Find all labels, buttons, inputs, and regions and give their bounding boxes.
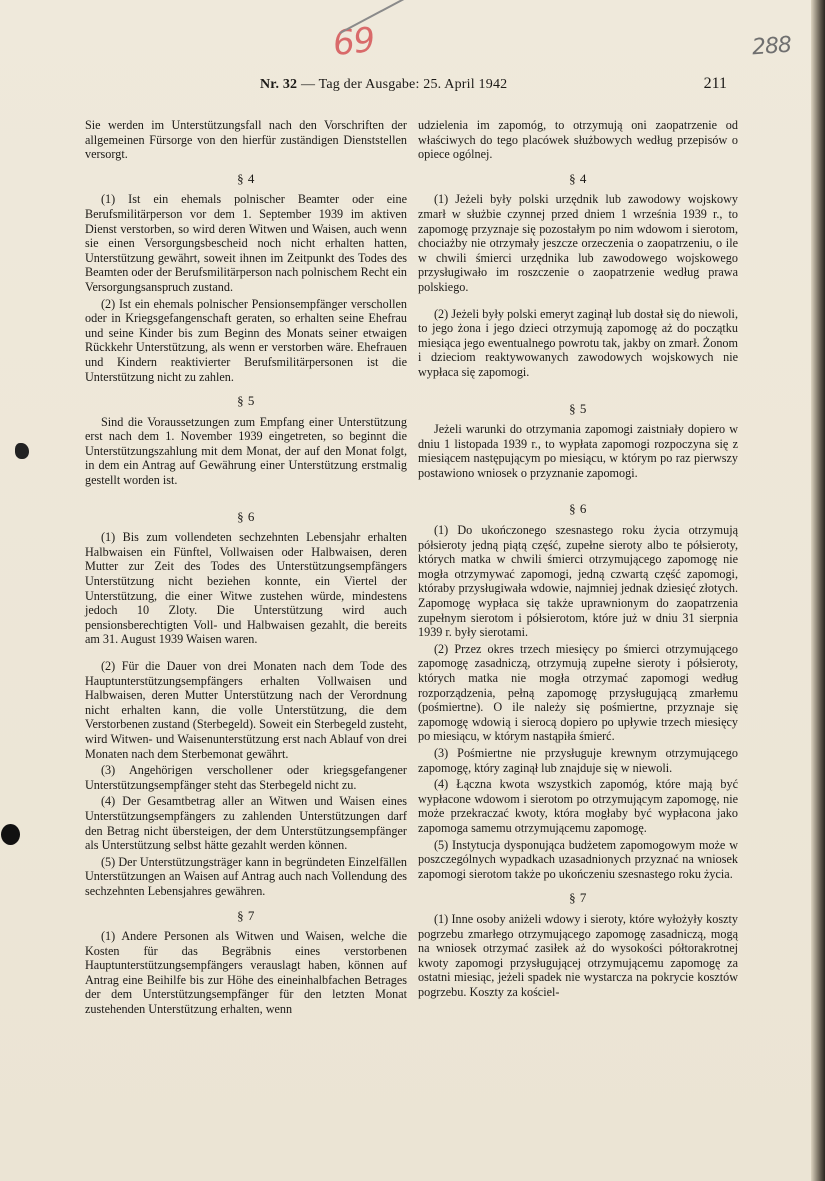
- paragraph: (2) Przez okres trzech miesięcy po śmierci otrzymującego zapomogę zasadniczą, otrzymują zupełne sieroty i półsieroty, których matka nie mogła otrzymać zapomogi według rozporządzenia, pełną zapomogę przysługującą zmarłemu (pośmiertne). O ile należy się pośmiertne, przyznaje się zapomogę wdowią i sierocą dopiero po upływie trzech miesięcy po miesiącu, w którym nastąpiła śmierć.: [418, 641, 738, 744]
- paragraph: (4) Der Gesamtbetrag aller an Witwen und Waisen eines Unterstützungsempfängers zu zahlenden Unterstützungen darf den Betrag nicht übersteigen, der dem Unterstützungsempfänger als Unterstützung selbst hätte gezahlt werden können.: [85, 794, 407, 853]
- section-heading: § 7: [237, 907, 255, 923]
- paragraph: (1) Bis zum vollendeten sechzehnten Lebensjahr erhalten Halbwaisen ein Fünftel, Vollwaisen oder Halbwaisen, deren Mutter zur Zeit des Todes des Unterstützungsempfängers Unterstützung nicht beziehen konnte, ein Viertel der Unterstützung, die einer Witwe zustehen würde, mindestens jedoch 10 Zloty. Die Unterstützung wird auch pensionsberechtigten Voll- und Halbwaisen gezahlt, die bereits am 31. August 1939 Waisen waren.: [85, 530, 407, 647]
- punch-hole: [1, 824, 20, 845]
- section-heading: § 4: [237, 170, 255, 186]
- paragraph: (1) Inne osoby aniżeli wdowy i sieroty, które wyłożyły koszty pogrzebu zmarłego otrzymującego zapomogę zasadniczą, mogą na wniosek otrzymać zasiłek aż do wysokości półtorakrotnej kwoty zapomogi przysługującej otrzymującemu zapomogę za ostatni miesiąc, jeżeli spadek nie wystarcza na pokrycie kosztów pogrzebu. Koszty za kościel-: [418, 911, 738, 999]
- german-column: [85, 118, 407, 1019]
- section-heading: § 6: [237, 508, 255, 524]
- section-heading: § 5: [237, 393, 255, 409]
- paragraph: (4) Łączna kwota wszystkich zapomóg, które mają być wypłacone wdowom i sierotom po otrzymującym zapomogę, nie może przekraczać kwoty, która mogłaby być wypłacona jako zapomoga samemu otrzymującemu zapomogę.: [418, 777, 738, 835]
- paragraph: (1) Ist ein ehemals polnischer Beamter oder eine Berufsmilitärperson vor dem 1. September 1939 im aktiven Dienst verstorben, so wird deren Witwen und Waisen, auch wenn sie einen Versorgungsbescheid noch nicht erhalten hatten, Unterstützung gewährt, soweit ihnen im Zeitpunkt des Todes des Beamten oder der Berufsmilitärperson nach polnischem Recht ein Versorgungsanspruch zustand.: [85, 192, 407, 294]
- paragraph: (3) Angehörigen verschollener oder kriegsgefangener Unterstützungsempfänger steht das Sterbegeld nicht zu.: [85, 763, 407, 792]
- paragraph: (1) Do ukończonego szesnastego roku życia otrzymują półsieroty jedną piątą część, zupełne sieroty albo te półsieroty, których matka w chwili śmierci otrzymującego zapomogę nie mogła otrzymywać zapomogi, jedną czwartą część zapomogi, któraby przysługiwała wdowie, najmniej jednak dziesięć złotych. Zapomogę wypłaca się także uprawnionym do zaopatrzenia zupełnym sierotom i półsierotom, które już w dniu 31 sierpnia 1939 r. były sierotami.: [418, 523, 738, 640]
- section-heading: § 4: [569, 170, 587, 186]
- paragraph: (2) Jeżeli były polski emeryt zaginął lub dostał się do niewoli, to jego żona i jego dzieci otrzymują zapomogę aż do początku miesiąca jego ewentualnego powrotu tak, jakby on zmarł. Żonom i dzieciom reaktywowanych zawodowych wojskowych nie wypłaca się zapomogi.: [418, 306, 738, 379]
- paragraph: Jeżeli warunki do otrzymania zapomogi zaistniały dopiero w dniu 1 listopada 1939 r., to wypłata zapomogi rozpoczyna się z miesiącem następującym po miesiącu, w którym po raz pierwszy postawiono wniosek o przyznanie zapomogi.: [418, 422, 738, 480]
- polish-column: [418, 118, 738, 1001]
- paragraph: Sind die Voraussetzungen zum Empfang einer Unterstützung erst nach dem 1. November 1939 eingetreten, so beginnt die Unterstützungszahlung mit dem Monat, der auf den Monat folgt, in dem ein Antrag auf Gewährung einer Unterstützung erstmalig gestellt worden ist.: [85, 414, 407, 488]
- paragraph: (1) Jeżeli były polski urzędnik lub zawodowy wojskowy zmarł w służbie czynnej przed dniem 1 września 1939 r., to zapomogę przyznaje się pozostałym po nim wdowom i sierotom, chociażby nie otrzymały jeszcze orzeczenia o zaopatrzeniu, o ile w chwili śmierci urzędnika lub zawodowego wojskowego przysługiwało im roszczenie o zaopatrzenie według prawa polskiego.: [418, 192, 738, 294]
- page-edge-shadow: [811, 0, 825, 1181]
- page-header: [160, 73, 735, 99]
- handwritten-number: 69: [331, 19, 377, 65]
- paragraph: Sie werden im Unterstützungsfall nach den Vorschriften der allgemeinen Fürsorge von den hierfür zuständigen Dienststellen versorgt.: [85, 118, 407, 162]
- issue-date: — Tag der Ausgabe: 25. April 1942: [297, 77, 508, 92]
- ink-blot: [15, 443, 29, 459]
- issue-number: Nr. 32: [260, 77, 298, 92]
- section-heading: § 7: [569, 890, 587, 906]
- paragraph: (3) Pośmiertne nie przysługuje krewnym otrzymującego zapomogę, który zaginął lub znajduje się w niewoli.: [418, 745, 738, 775]
- page-number: 211: [703, 75, 727, 92]
- section-heading: § 5: [569, 400, 587, 416]
- paragraph: udzielenia im zapomóg, to otrzymują oni zaopatrzenie od właściwych do tego placówek służbowych według przepisów o opiece ogólnej.: [418, 118, 738, 162]
- section-heading: § 6: [569, 501, 587, 517]
- paragraph: (5) Instytucja dysponująca budżetem zapomogowym może w poszczególnych wypadkach uzasadnionych przyznać na wniosek zapomogi sierotom także po ukończeniu szesnastego roku życia.: [418, 837, 738, 881]
- paragraph: (1) Andere Personen als Witwen und Waisen, welche die Kosten für das Begräbnis eines verstorbenen Hauptunterstützungsempfängers verauslagt haben, können auf Antrag eine Beihilfe bis zur Höhe des eineinhalbfachen Betrages der dem Unterstützungsempfänger für den letzten Monat zustehenden Unterstützung erhalten, wenn: [85, 929, 407, 1017]
- handwritten-corner-number: 288: [751, 32, 792, 61]
- paragraph: (2) Für die Dauer von drei Monaten nach dem Tode des Hauptunterstützungsempfängers erhalten Vollwaisen und Halbwaisen, deren Mutter Unterstützung nach der Verordnung nicht erhalten kann, die volle Unterstützung, die dem Verstorbenen zustand (Sterbegeld). Soweit ein Sterbegeld zusteht, wird Witwen- und Waisenunterstützung erst nach Ablauf von drei Monaten nach dem Sterbemonat gewährt.: [85, 659, 407, 761]
- issue-line: [260, 77, 507, 93]
- paragraph: (5) Der Unterstützungsträger kann in begründeten Einzelfällen Unterstützungen an Waisen auf Antrag auch nach Vollendung des sechzehnten Lebensjahres gewähren.: [85, 854, 407, 898]
- paragraph: (2) Ist ein ehemals polnischer Pensionsempfänger verschollen oder in Kriegsgefangenschaft geraten, so erhalten seine Ehefrau und seine Kinder bis zum Beginn des Monats seiner etwaigen Rückkehr Unterstützung, als wenn er verstorben wäre. Ehefrauen und Kindern reaktivierter Berufsmilitärpersonen ist die Unterstützung nicht zu zahlen.: [85, 296, 407, 384]
